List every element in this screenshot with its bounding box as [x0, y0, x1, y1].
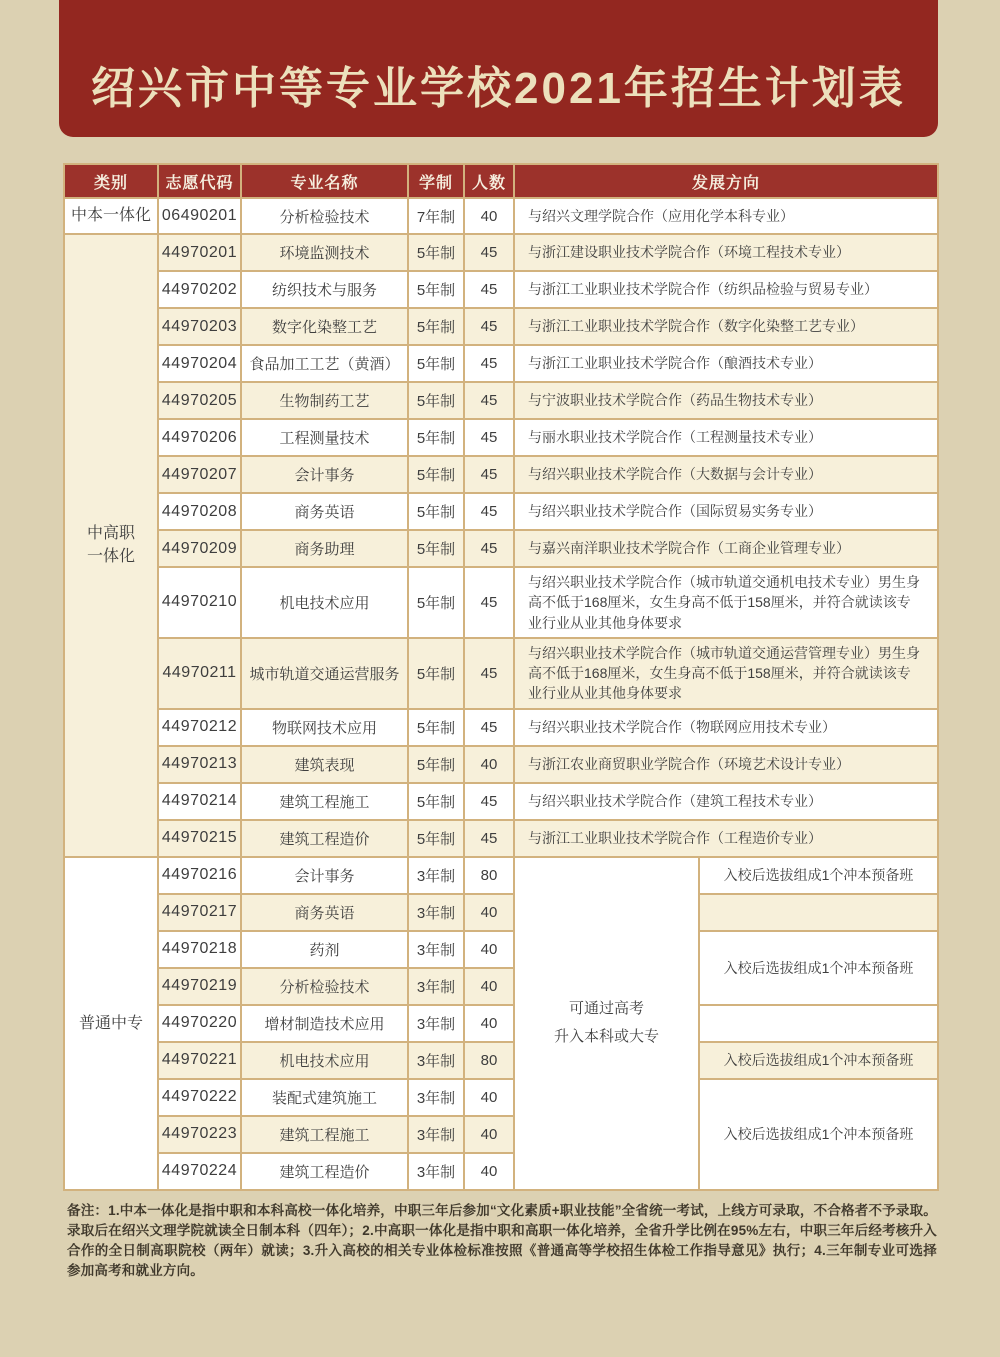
- count-cell: 40: [464, 746, 514, 783]
- prep-class-cell: 入校后选拔组成1个冲本预备班: [699, 1042, 938, 1079]
- major-cell: 商务英语: [241, 894, 408, 931]
- table-row: [64, 894, 938, 931]
- table-row: [64, 419, 938, 456]
- code-cell: 44970202: [158, 271, 241, 308]
- count-cell: 40: [464, 198, 514, 234]
- count-cell: 40: [464, 894, 514, 931]
- years-cell: 3年制: [408, 931, 464, 968]
- years-cell: 5年制: [408, 783, 464, 820]
- direction-cell: 与绍兴职业技术学院合作（物联网应用技术专业）: [514, 709, 938, 746]
- count-cell: 45: [464, 820, 514, 857]
- table-row: [64, 308, 938, 345]
- count-cell: 40: [464, 968, 514, 1005]
- major-cell: 建筑工程造价: [241, 820, 408, 857]
- years-cell: 5年制: [408, 345, 464, 382]
- table-row: [64, 271, 938, 308]
- years-cell: 7年制: [408, 198, 464, 234]
- code-cell: 44970206: [158, 419, 241, 456]
- category-cell: 普通中专: [64, 857, 158, 1190]
- major-cell: 商务英语: [241, 493, 408, 530]
- col-header-major: 专业名称: [241, 164, 408, 198]
- header-row: [64, 164, 938, 198]
- direction-cell: 与绍兴职业技术学院合作（建筑工程技术专业）: [514, 783, 938, 820]
- count-cell: 45: [464, 271, 514, 308]
- code-cell: 44970224: [158, 1153, 241, 1190]
- table-row: [64, 530, 938, 567]
- table-row: [64, 456, 938, 493]
- major-cell: 增材制造技术应用: [241, 1005, 408, 1042]
- years-cell: 5年制: [408, 709, 464, 746]
- direction-cell: 与浙江建设职业技术学院合作（环境工程技术专业）: [514, 234, 938, 271]
- table-row: [64, 638, 938, 709]
- code-cell: 44970211: [158, 638, 241, 709]
- category-cell: [64, 234, 158, 857]
- years-cell: 3年制: [408, 1079, 464, 1116]
- years-cell: 3年制: [408, 1116, 464, 1153]
- count-cell: 80: [464, 1042, 514, 1079]
- table-row: [64, 198, 938, 234]
- direction-cell: 与浙江农业商贸职业学院合作（环境艺术设计专业）: [514, 746, 938, 783]
- prep-class-cell: 入校后选拔组成1个冲本预备班: [699, 1079, 938, 1190]
- code-cell: 44970218: [158, 931, 241, 968]
- major-cell: 会计事务: [241, 456, 408, 493]
- code-cell: 44970213: [158, 746, 241, 783]
- category-cell: 中本一体化: [64, 198, 158, 234]
- code-cell: 44970221: [158, 1042, 241, 1079]
- major-cell: 纺织技术与服务: [241, 271, 408, 308]
- code-cell: 44970210: [158, 567, 241, 638]
- code-cell: 44970207: [158, 456, 241, 493]
- code-cell: 44970208: [158, 493, 241, 530]
- table-row: [64, 345, 938, 382]
- years-cell: 5年制: [408, 271, 464, 308]
- direction-cell: 与宁波职业技术学院合作（药品生物技术专业）: [514, 382, 938, 419]
- code-cell: 44970216: [158, 857, 241, 894]
- years-cell: 3年制: [408, 857, 464, 894]
- count-cell: 45: [464, 345, 514, 382]
- direction-cell: 与绍兴职业技术学院合作（城市轨道交通运营管理专业）男生身高不低于168厘米，女生身高不低于158厘米，并符合就读该专业行业从业其他身体要求: [514, 638, 938, 709]
- col-header-count: 人数: [464, 164, 514, 198]
- code-cell: 44970205: [158, 382, 241, 419]
- count-cell: 40: [464, 1079, 514, 1116]
- major-cell: 装配式建筑施工: [241, 1079, 408, 1116]
- direction-cell: 与浙江工业职业技术学院合作（工程造价专业）: [514, 820, 938, 857]
- direction-cell: 与绍兴职业技术学院合作（大数据与会计专业）: [514, 456, 938, 493]
- years-cell: 5年制: [408, 382, 464, 419]
- code-cell: 44970215: [158, 820, 241, 857]
- years-cell: 5年制: [408, 530, 464, 567]
- col-header-years: 学制: [408, 164, 464, 198]
- major-cell: 机电技术应用: [241, 1042, 408, 1079]
- notes: 备注：1.中本一体化是指中职和本科高校一体化培养，中职三年后参加“文化素质+职业技能”全省统一考试，上线方可录取，不合格者不予录取。录取后在绍兴文理学院就读全日制本科（四年）；2.中高职一体化是指中职和高职一体化培养，全省升学比例在95%左右，中职三年后经考核升入合作的全日制高职院校（两年）就读；3.升入高校的相关专业体检标准按照《普通高等学校招生体检工作指导意见》执行；4.三年制专业可选择参加高考和就业方向。: [67, 1203, 937, 1278]
- count-cell: 45: [464, 567, 514, 638]
- count-cell: 40: [464, 1153, 514, 1190]
- major-cell: 会计事务: [241, 857, 408, 894]
- exam-path-line: 升入本科或大专: [553, 1028, 659, 1046]
- exam-path-line: 可通过高考: [568, 999, 644, 1017]
- code-cell: 44970222: [158, 1079, 241, 1116]
- category-line: 一体化: [86, 548, 135, 566]
- years-cell: 3年制: [408, 1153, 464, 1190]
- table-row: [64, 820, 938, 857]
- major-cell: 食品加工工艺（黄酒）: [241, 345, 408, 382]
- count-cell: 45: [464, 709, 514, 746]
- count-cell: 45: [464, 419, 514, 456]
- code-cell: 44970214: [158, 783, 241, 820]
- major-cell: 机电技术应用: [241, 567, 408, 638]
- table-row: [64, 1005, 938, 1042]
- direction-cell: 与浙江工业职业技术学院合作（酿酒技术专业）: [514, 345, 938, 382]
- major-cell: 数字化染整工艺: [241, 308, 408, 345]
- count-cell: 80: [464, 857, 514, 894]
- major-cell: 建筑工程造价: [241, 1153, 408, 1190]
- years-cell: 3年制: [408, 1005, 464, 1042]
- major-cell: 药剂: [241, 931, 408, 968]
- major-cell: 城市轨道交通运营服务: [241, 638, 408, 709]
- direction-cell: 与绍兴职业技术学院合作（城市轨道交通机电技术专业）男生身高不低于168厘米，女生身高不低于158厘米，并符合就读该专业行业从业其他身体要求: [514, 567, 938, 638]
- col-header-direction: 发展方向: [514, 164, 938, 198]
- major-cell: 商务助理: [241, 530, 408, 567]
- major-cell: 工程测量技术: [241, 419, 408, 456]
- count-cell: 45: [464, 308, 514, 345]
- table-row: [64, 783, 938, 820]
- direction-cell: 与浙江工业职业技术学院合作（数字化染整工艺专业）: [514, 308, 938, 345]
- direction-cell: 与绍兴文理学院合作（应用化学本科专业）: [514, 198, 938, 234]
- count-cell: 45: [464, 638, 514, 709]
- code-cell: 44970201: [158, 234, 241, 271]
- years-cell: 3年制: [408, 968, 464, 1005]
- count-cell: 45: [464, 783, 514, 820]
- count-cell: 40: [464, 931, 514, 968]
- title-banner: [59, 0, 938, 137]
- category-line: 中高职: [86, 525, 135, 543]
- code-cell: 44970209: [158, 530, 241, 567]
- direction-cell: 与丽水职业技术学院合作（工程测量技术专业）: [514, 419, 938, 456]
- table-row: [64, 1042, 938, 1079]
- years-cell: 5年制: [408, 419, 464, 456]
- enrollment-table-wrap: [63, 163, 939, 1191]
- code-cell: 44970219: [158, 968, 241, 1005]
- major-cell: 建筑表现: [241, 746, 408, 783]
- prep-class-cell-empty: [699, 1005, 938, 1042]
- years-cell: 5年制: [408, 456, 464, 493]
- table-row: [64, 1079, 938, 1116]
- count-cell: 40: [464, 1005, 514, 1042]
- years-cell: 5年制: [408, 567, 464, 638]
- table-row: [64, 857, 938, 894]
- table-row: [64, 567, 938, 638]
- major-cell: 生物制药工艺: [241, 382, 408, 419]
- code-cell: 06490201: [158, 198, 241, 234]
- table-row: [64, 931, 938, 968]
- code-cell: 44970220: [158, 1005, 241, 1042]
- major-cell: 建筑工程施工: [241, 783, 408, 820]
- major-cell: 分析检验技术: [241, 198, 408, 234]
- code-cell: 44970204: [158, 345, 241, 382]
- code-cell: 44970212: [158, 709, 241, 746]
- years-cell: 3年制: [408, 894, 464, 931]
- major-cell: 环境监测技术: [241, 234, 408, 271]
- years-cell: 5年制: [408, 638, 464, 709]
- count-cell: 40: [464, 1116, 514, 1153]
- count-cell: 45: [464, 456, 514, 493]
- major-cell: 物联网技术应用: [241, 709, 408, 746]
- prep-class-cell: 入校后选拔组成1个冲本预备班: [699, 857, 938, 894]
- count-cell: 45: [464, 493, 514, 530]
- prep-class-cell: 入校后选拔组成1个冲本预备班: [699, 931, 938, 1005]
- table-row: [64, 493, 938, 530]
- years-cell: 5年制: [408, 493, 464, 530]
- code-cell: 44970203: [158, 308, 241, 345]
- direction-cell: 与嘉兴南洋职业技术学院合作（工商企业管理专业）: [514, 530, 938, 567]
- direction-cell: 与绍兴职业技术学院合作（国际贸易实务专业）: [514, 493, 938, 530]
- page-title: 绍兴市中等专业学校2021年招生计划表: [91, 64, 906, 113]
- count-cell: 45: [464, 234, 514, 271]
- years-cell: 3年制: [408, 1042, 464, 1079]
- enrollment-table: [63, 163, 939, 1191]
- years-cell: 5年制: [408, 234, 464, 271]
- count-cell: 45: [464, 530, 514, 567]
- prep-class-cell-empty: [699, 894, 938, 931]
- table-row: [64, 709, 938, 746]
- table-row: [64, 234, 938, 271]
- table-row: [64, 382, 938, 419]
- col-header-code: 志愿代码: [158, 164, 241, 198]
- exam-path-cell: [514, 857, 699, 1190]
- years-cell: 5年制: [408, 820, 464, 857]
- count-cell: 45: [464, 382, 514, 419]
- years-cell: 5年制: [408, 746, 464, 783]
- direction-cell: 与浙江工业职业技术学院合作（纺织品检验与贸易专业）: [514, 271, 938, 308]
- major-cell: 分析检验技术: [241, 968, 408, 1005]
- col-header-category: 类别: [64, 164, 158, 198]
- years-cell: 5年制: [408, 308, 464, 345]
- code-cell: 44970217: [158, 894, 241, 931]
- table-row: [64, 746, 938, 783]
- major-cell: 建筑工程施工: [241, 1116, 408, 1153]
- code-cell: 44970223: [158, 1116, 241, 1153]
